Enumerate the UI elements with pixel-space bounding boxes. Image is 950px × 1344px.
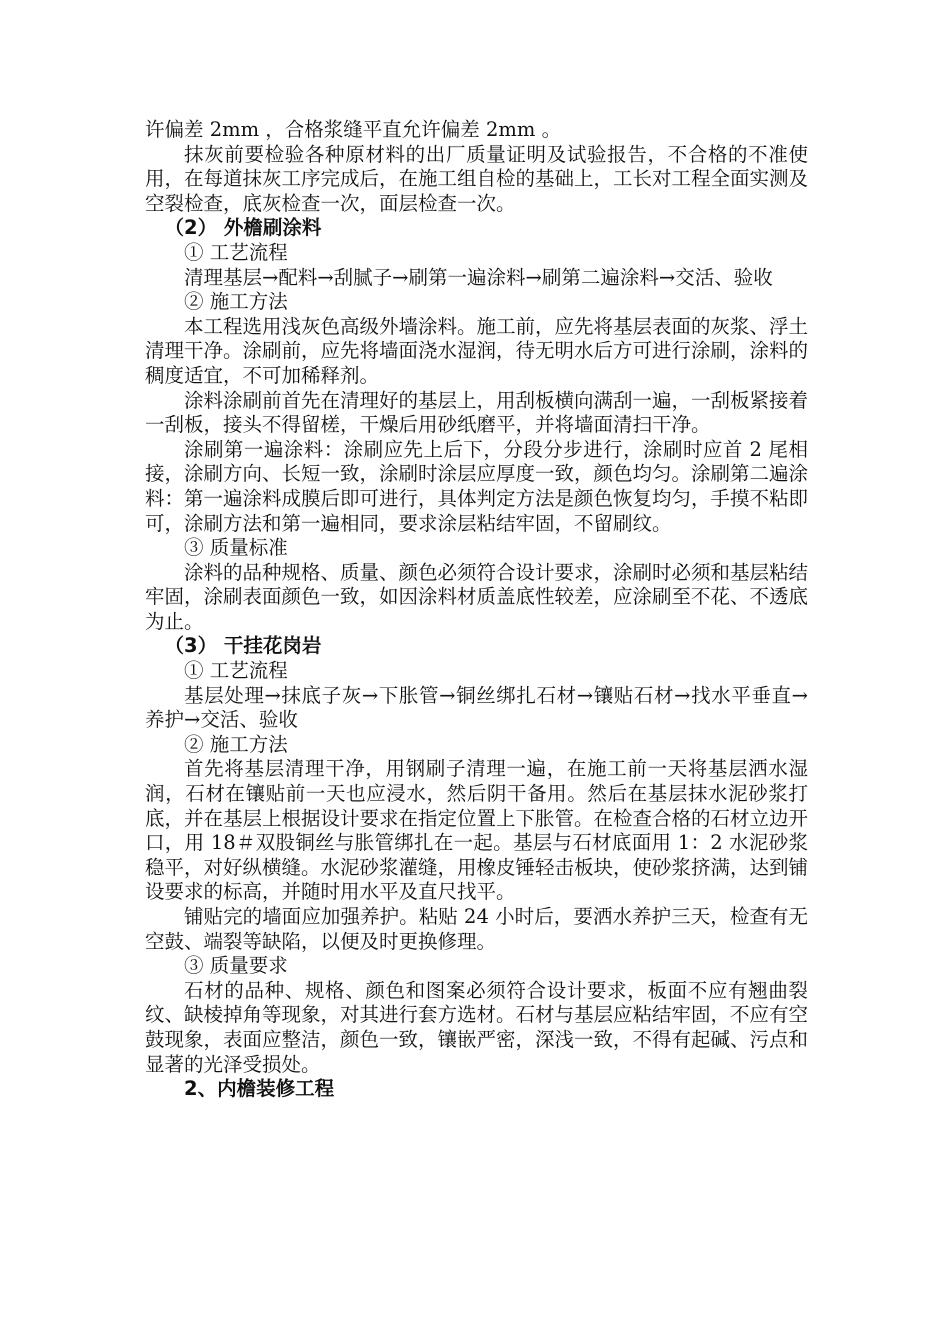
heading-exterior-coating: （2） 外檐刷涂料 — [164, 216, 322, 240]
subheading-coating-method: ② 施工方法 — [184, 290, 288, 314]
paragraph-granite-method-2: 铺贴完的墙面应加强养护。粘贴 24 小时后，要洒水养护三天，检查有无空鼓、端裂等缺陷，以便及时更换修理。 — [145, 905, 808, 953]
paragraph-coating-method-1: 本工程选用浅灰色高级外墙涂料。施工前，应先将基层表面的灰浆、浮土清理干净。涂刷前，应先将墙面浇水湿润，待无明水后方可进行涂刷，涂料的稠度适宜，不可加稀释剂。 — [145, 314, 809, 387]
paragraph-material-inspection: 抹灰前要检验各种原材料的出厂质量证明及试验报告，不合格的不准使用，在每道抹灰工序完成后，在施工组自检的基础上，工长对工程全面实测及空裂检查，底灰检查一次，面层检查一次。 — [145, 142, 809, 215]
paragraph-coating-method-2: 涂料涂刷前首先在清理好的基层上，用刮板横向满刮一遍，一刮板紧接着一刮板，接头不得留槎，干燥后用砂纸磨平，并将墙面清扫干净。 — [145, 388, 809, 437]
paragraph-coating-quality: 涂料的品种规格、质量、颜色必须符合设计要求，涂刷时必须和基层粘结牢固，涂刷表面颜色一致，如因涂料材质盖底性较差，应涂刷至不花、不透底为止。 — [145, 560, 809, 633]
heading-granite-cladding: （3） 干挂花岗岩 — [164, 634, 322, 658]
subheading-coating-process: ① 工艺流程 — [184, 240, 288, 264]
paragraph-granite-quality: 石材的品种、规格、颜色和图案必须符合设计要求，板面不应有翘曲裂纹、缺棱掉角等现象，对其进行套方选材。石材与基层应粘结牢固，不应有空鼓现象，表面应整洁，颜色一致，镶嵌严密，深浅一致，不得有起碱、污点和显著的光泽受损处。 — [145, 978, 809, 1076]
document-page — [145, 118, 808, 1102]
paragraph-coating-method-3: 涂刷第一遍涂料：涂刷应先上后下，分段分步进行，涂刷时应首 2 尾相接，涂刷方向、长短一致，涂刷时涂层应厚度一致，颜色均匀。涂刷第二遍涂料：第一遍涂料成膜后即可进行，具体判定方法是颜色恢复均匀，手摸不粘即可，涂刷方法和第一遍相同，要求涂层粘结牢固，不留刷纹。 — [145, 437, 809, 535]
paragraph-granite-method-1: 首先将基层清理干净，用钢刷子清理一遍，在施工前一天将基层洒水湿润，石材在镶贴前一天也应浸水，然后阴干备用。然后在基层抹水泥砂浆打底，并在基层上根据设计要求在指定位置上下胀管。在检查合格的石材立边开口，用 18＃双股铜丝与胀管绑扎在一起。基层与石材底面用 1：2 水泥砂浆稳平，对好纵横缝。水泥砂浆灌缝，用橡皮锤轻击板块，使砂浆挤满，达到铺设要求的标高，并随时用水平及直尺找平。 — [145, 757, 809, 904]
paragraph-granite-process: 基层处理→抹底子灰→下胀管→铜丝绑扎石材→镶贴石材→找水平垂直→养护→交活、验收 — [145, 683, 808, 732]
subheading-granite-quality: ③ 质量要求 — [184, 954, 288, 978]
subheading-granite-method: ② 施工方法 — [184, 732, 288, 756]
paragraph-tolerance-continuation: 许偏差 2mm ，合格浆缝平直允许偏差 2mm 。 — [145, 118, 562, 141]
heading-interior-decoration: 2、内檐装修工程 — [184, 1077, 335, 1101]
paragraph-coating-process: 清理基层→配料→刮腻子→刷第一遍涂料→刷第二遍涂料→交活、验收 — [184, 265, 773, 289]
subheading-coating-quality: ③ 质量标准 — [184, 536, 288, 560]
subheading-granite-process: ① 工艺流程 — [184, 659, 288, 683]
